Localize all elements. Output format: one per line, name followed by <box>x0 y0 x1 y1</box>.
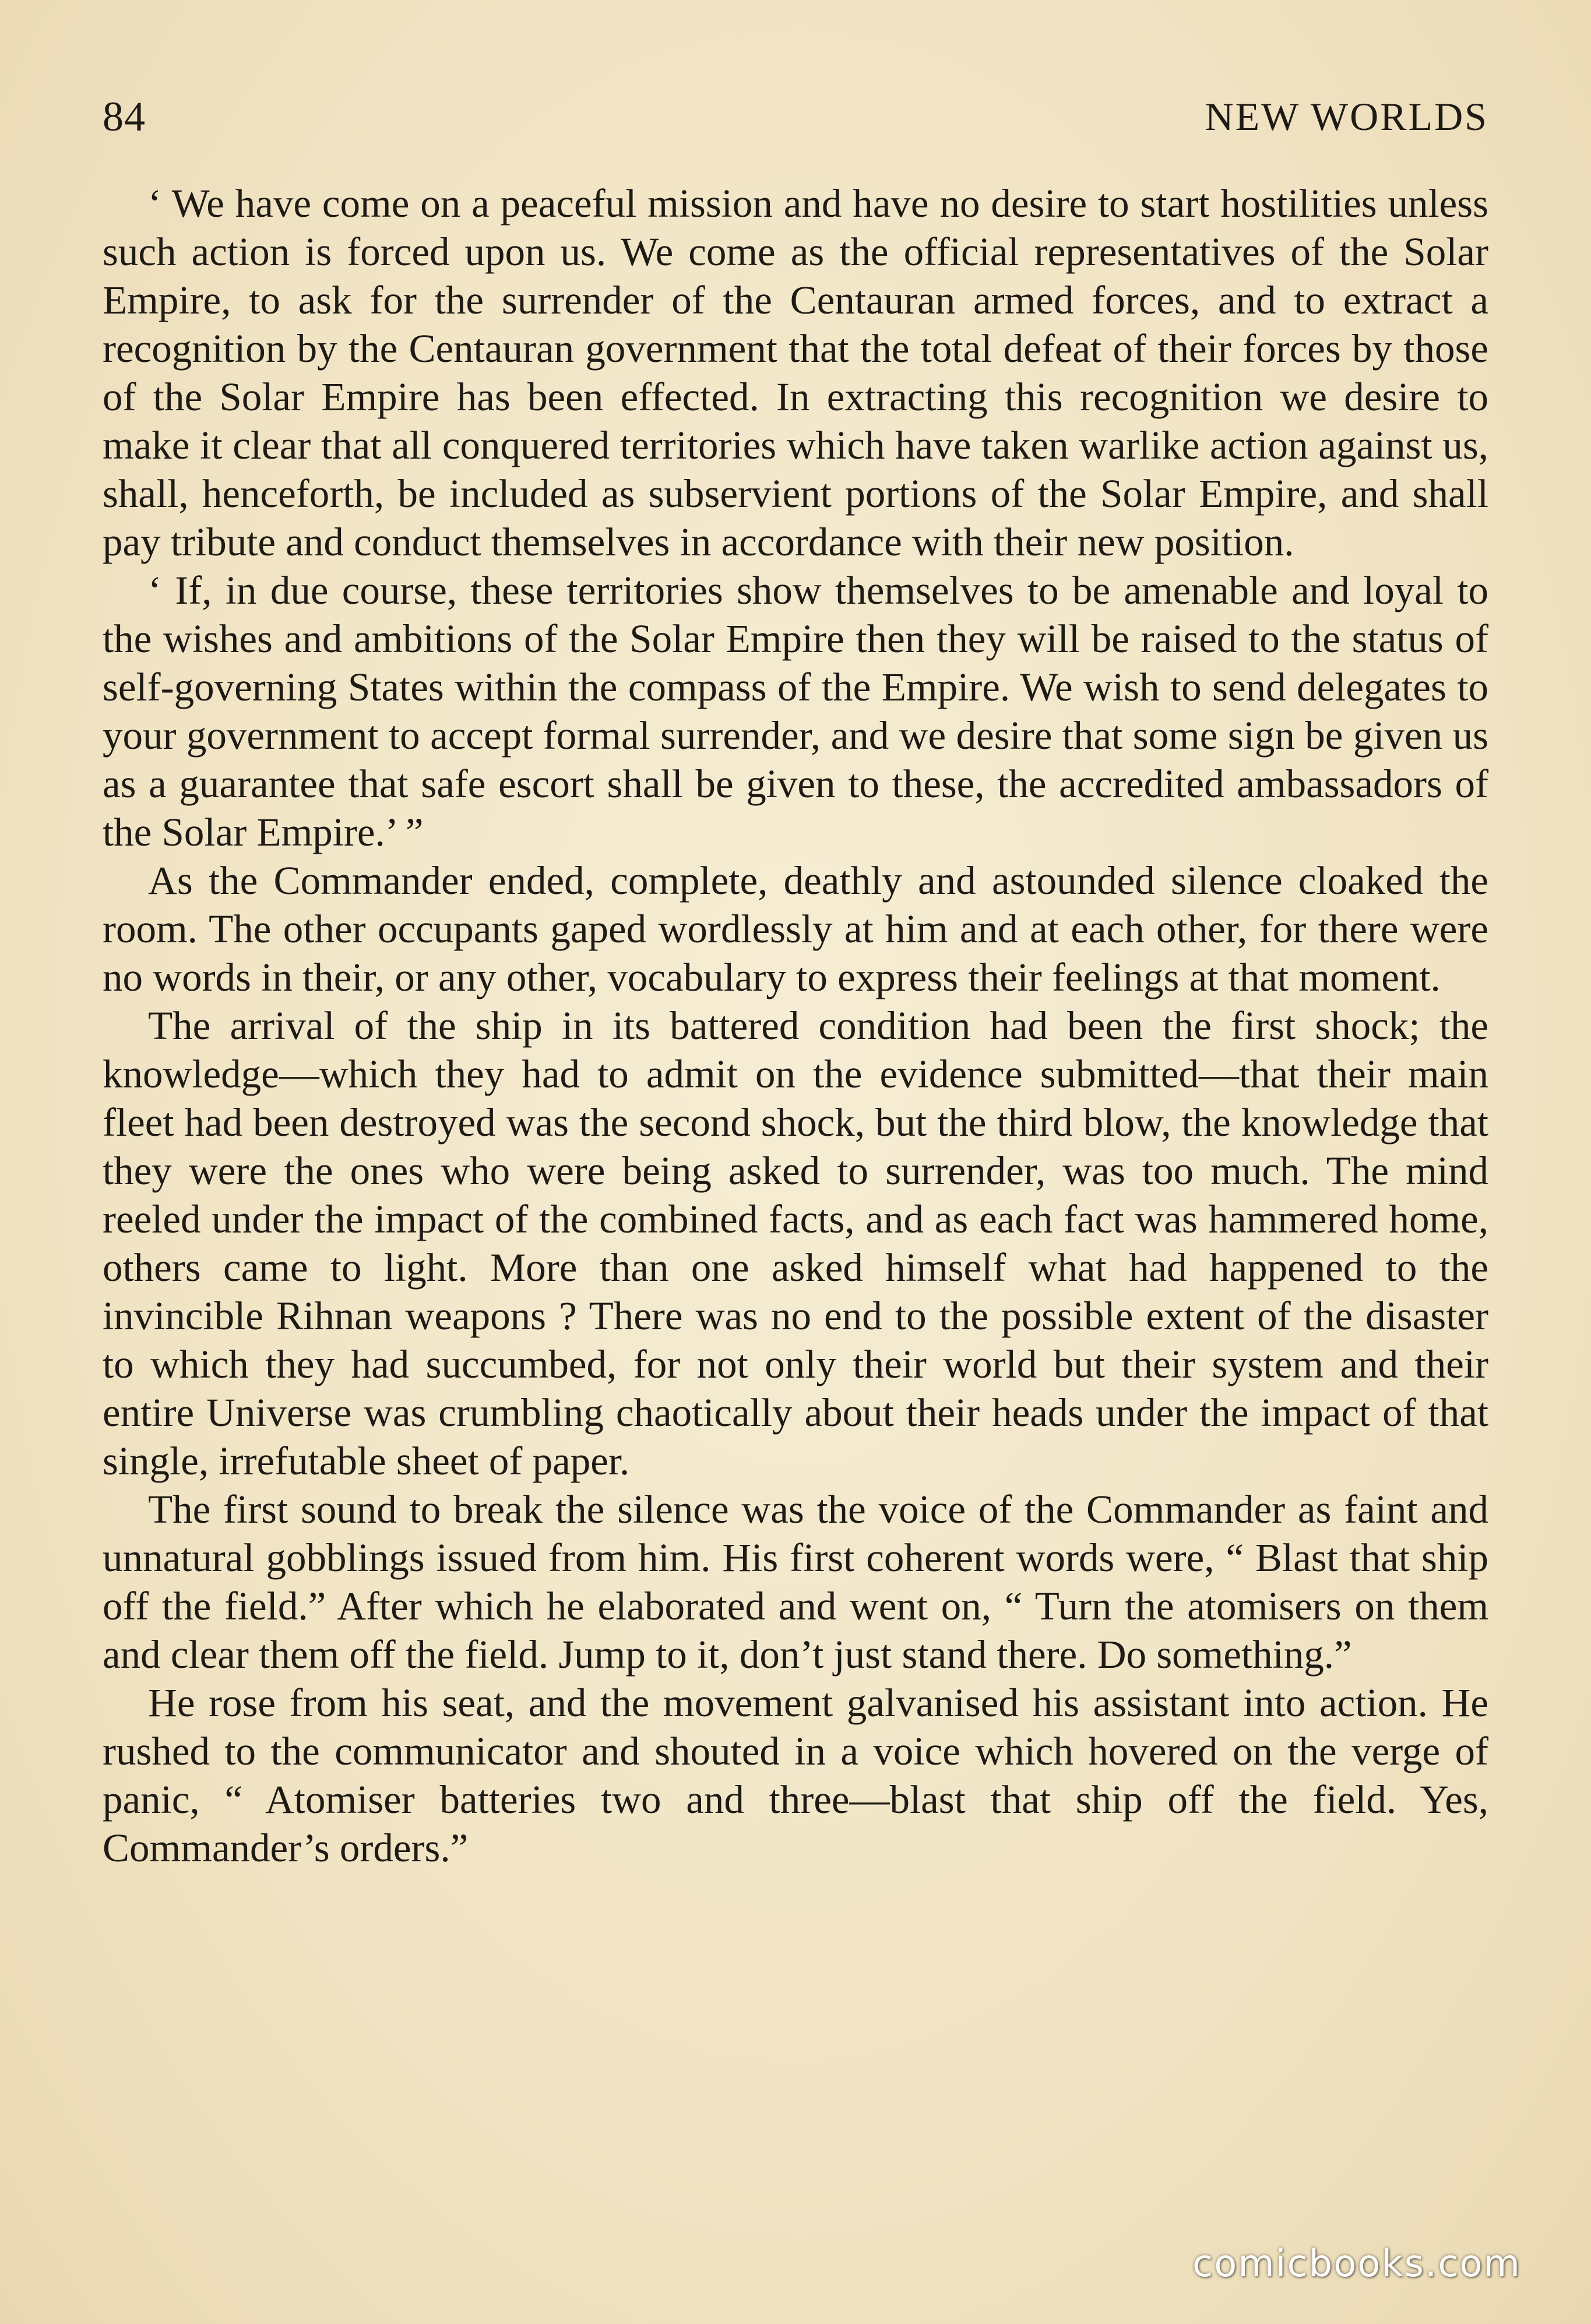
paragraph: As the Commander ended, complete, deathly and astounded silence cloaked the room. The other occupants gaped wordlessly at him and at each other, for there were no words in their, or any other, vocabulary to express their feelings at that moment. <box>103 858 1488 999</box>
paragraph: The arrival of the ship in its battered condition had been the first shock; the knowledge—which they had to admit on the evidence submitted—that their main fleet had been destroyed was the second shock, but the third blow, the knowledge that they were the ones who were being asked to surrender, was too much. The mind reeled under the impact of the combined facts, and as each fact was hammered home, others came to light. More than one asked himself what had happened to the invincible Rihnan weapons ? There was no end to the possible extent of the disaster to which they had succumbed, for not only their world but their system and their entire Universe was crumbling chaotically about their heads under the impact of that single, irrefutable sheet of paper. <box>103 1003 1488 1483</box>
page-header <box>103 87 1488 146</box>
page-number: 84 <box>103 93 146 140</box>
paragraph: ‘ If, in due course, these territories show themselves to be amenable and loyal to the wishes and ambitions of the Solar Empire then they will be raised to the status of self-governing States within the compass of the Empire. We wish to send delegates to your government to accept formal surrender, and we desire that some sign be given us as a guarantee that safe escort shall be given to these, the accredited ambassadors of the Solar Empire.’ ” <box>103 568 1488 854</box>
paragraph: He rose from his seat, and the movement galvanised his assistant into action. He rushed to the communicator and shouted in a voice which hovered on the verge of panic, “ Atomiser batteries two and three—blast that ship off the field. Yes, Commander’s orders.” <box>103 1681 1488 1870</box>
paragraph: The first sound to break the silence was the voice of the Commander as faint and unnatural gobblings issued from him. His first coherent words were, “ Blast that ship off the field.” After which he elaborated and went on, “ Turn the atomisers on them and clear them off the field. Jump to it, don’t just stand there. Do something.” <box>103 1487 1488 1677</box>
paragraph: ‘ We have come on a peaceful mission and have no desire to start hostilities unless such action is forced upon us. We come as the official representatives of the Solar Empire, to ask for the surrender of the Centauran armed forces, and to extract a recognition by the Centauran government that the total defeat of their forces by those of the Solar Empire has been effected. In extracting this recognition we desire to make it clear that all conquered territories which have taken warlike action against us, shall, henceforth, be included as subservient portions of the Solar Empire, and shall pay tribute and conduct themselves in accordance with their new position. <box>103 181 1488 564</box>
running-title: NEW WORLDS <box>1205 94 1488 139</box>
watermark: comicbooks.com <box>1192 2242 1521 2286</box>
body-text <box>103 179 1488 1872</box>
